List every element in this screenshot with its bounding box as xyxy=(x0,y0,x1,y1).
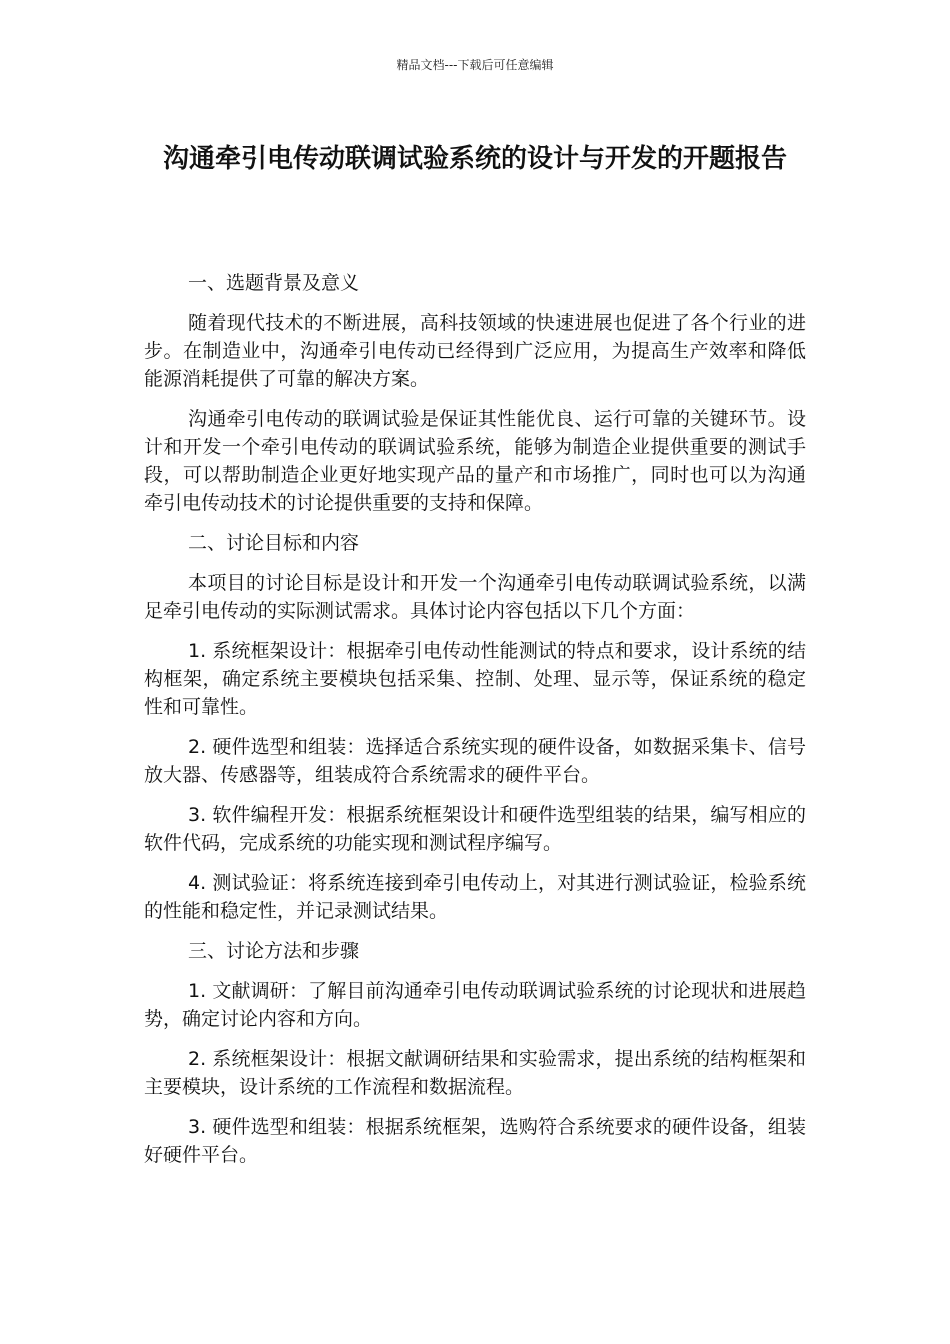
list-item: 1. 文献调研：了解目前沟通牵引电传动联调试验系统的讨论现状和进展趋势，确定讨论内容和方向。 xyxy=(144,980,806,1030)
list-item: 1. 系统框架设计：根据牵引电传动性能测试的特点和要求，设计系统的结构框架，确定系统主要模块包括采集、控制、处理、显示等，保证系统的稳定性和可靠性。 xyxy=(144,640,806,718)
list-item: 4. 测试验证：将系统连接到牵引电传动上，对其进行测试验证，检验系统的性能和稳定性，并记录测试结果。 xyxy=(144,872,806,922)
document-title: 沟通牵引电传动联调试验系统的设计与开发的开题报告 xyxy=(162,144,787,174)
list-item: 3. 软件编程开发：根据系统框架设计和硬件选型组装的结果，编写相应的软件代码，完成系统的功能实现和测试程序编写。 xyxy=(144,804,806,854)
section-heading-goals: 二、讨论目标和内容 xyxy=(188,532,360,554)
section-heading-background: 一、选题背景及意义 xyxy=(188,272,360,294)
paragraph: 本项目的讨论目标是设计和开发一个沟通牵引电传动联调试验系统，以满足牵引电传动的实际测试需求。具体讨论内容包括以下几个方面： xyxy=(144,572,806,622)
list-item: 3. 硬件选型和组装：根据系统框架，选购符合系统要求的硬件设备，组装好硬件平台。 xyxy=(144,1116,806,1166)
list-item: 2. 系统框架设计：根据文献调研结果和实验需求，提出系统的结构框架和主要模块，设计系统的工作流程和数据流程。 xyxy=(144,1048,806,1098)
section-heading-methods: 三、讨论方法和步骤 xyxy=(188,940,360,962)
paragraph: 沟通牵引电传动的联调试验是保证其性能优良、运行可靠的关键环节。设计和开发一个牵引电传动的联调试验系统，能够为制造企业提供重要的测试手段，可以帮助制造企业更好地实现产品的量产和市场推广，同时也可以为沟通牵引电传动技术的讨论提供重要的支持和保障。 xyxy=(144,408,806,514)
header-note: 精品文档---下载后可任意编辑 xyxy=(396,58,554,72)
document-body xyxy=(144,269,806,1181)
list-item: 2. 硬件选型和组装：选择适合系统实现的硬件设备，如数据采集卡、信号放大器、传感器等，组装成符合系统需求的硬件平台。 xyxy=(144,736,806,786)
paragraph: 随着现代技术的不断进展，高科技领域的快速进展也促进了各个行业的进步。在制造业中，沟通牵引电传动已经得到广泛应用，为提高生产效率和降低能源消耗提供了可靠的解决方案。 xyxy=(144,312,806,390)
